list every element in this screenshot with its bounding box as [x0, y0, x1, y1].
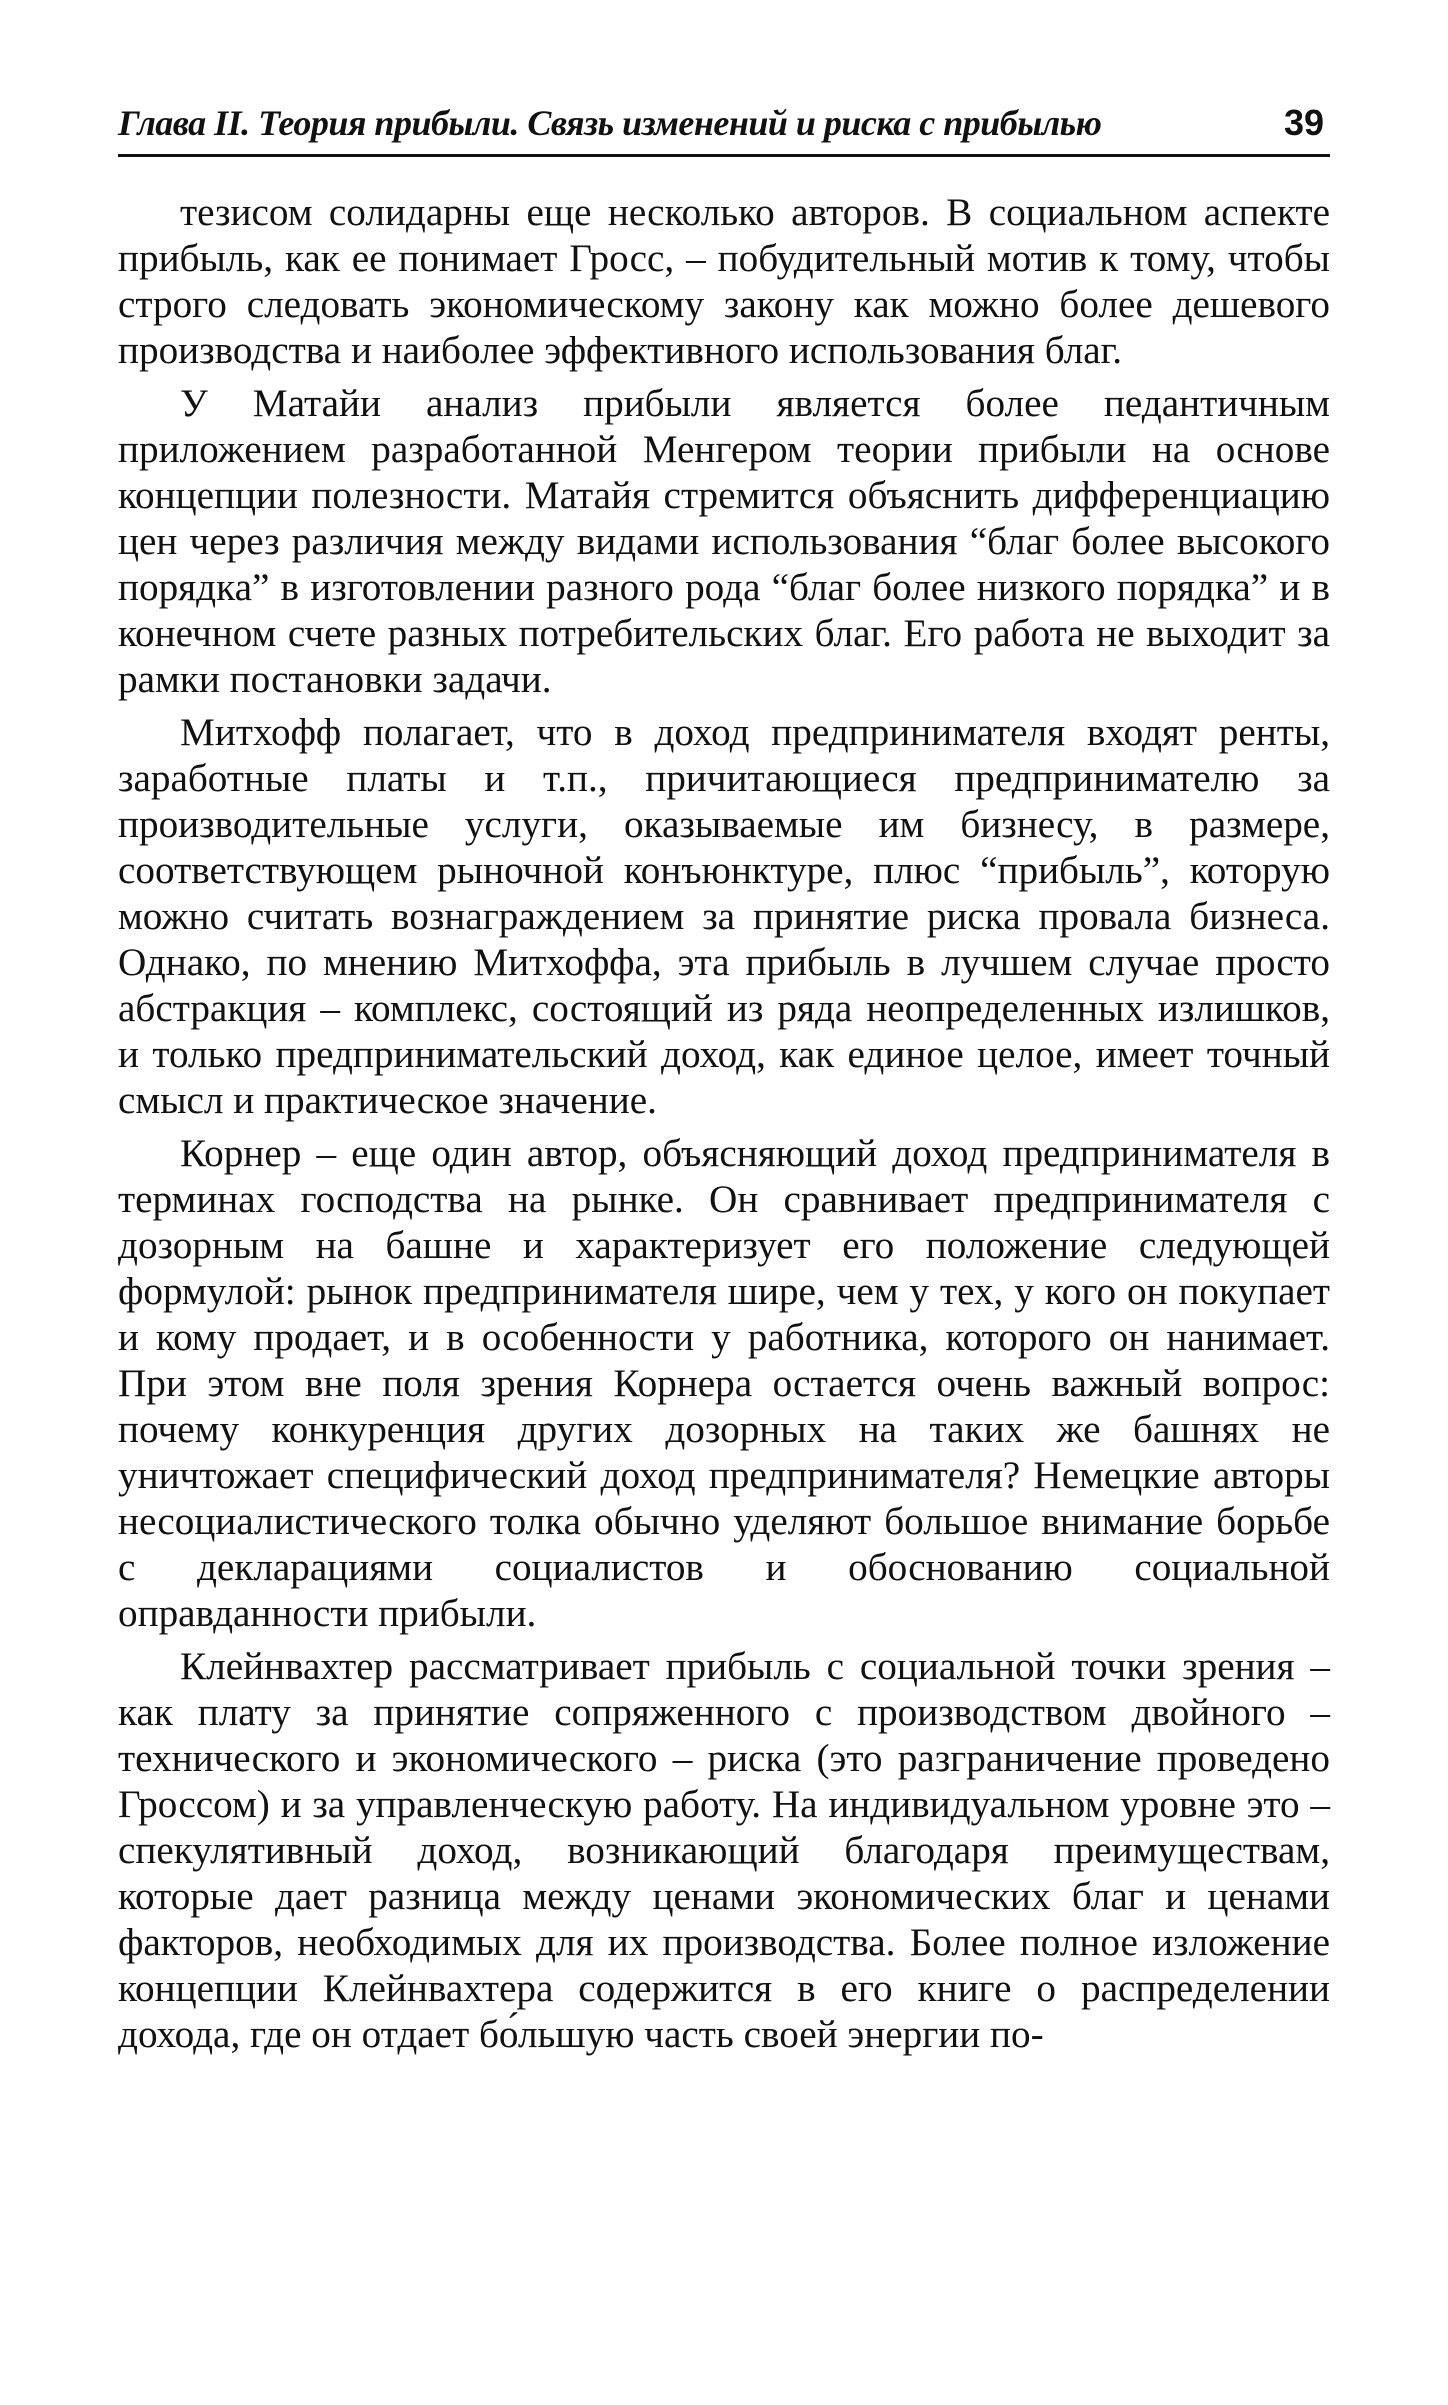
body-text	[118, 190, 1330, 2065]
paragraph-kleinwachter: Клейнвахтер рассматривает прибыль с социальной точки зрения – как плату за принятие сопряженного с производством двойного – технического и экономического – риска (это разграничение проведено Гроссом) и за управленческую работу. На индивидуальном уровне это – спекулятивный доход, возникающий благодаря преимуществам, которые дает разница между ценами экономических благ и ценами факторов, необходимых для их производства. Более полное изложение концепции Клейнвахтера содержится в его книге о распределении дохода, где он отдает бо́льшую часть своей энергии по-	[118, 1645, 1330, 2056]
chapter-running-title: Глава II. Теория прибыли. Связь изменений и риска с прибылью	[118, 103, 1102, 143]
paragraph-mataja: У Матайи анализ прибыли является более педантичным приложением разработанной Менгером теории прибыли на основе концепции полезности. Матайя стремится объяснить дифференциацию цен через различия между видами использования “благ более высокого порядка” в изготовлении разного рода “благ более низкого порядка” и в конечном счете разных потребительских благ. Его работа не выходит за рамки постановки задачи.	[118, 382, 1330, 701]
page-number: 39	[1283, 102, 1324, 143]
paragraph-korner: Корнер – еще один автор, объясняющий доход предпринимателя в терминах господства на рынке. Он сравнивает предпринимателя с дозорным на башне и характеризует его положение следующей формулой: рынок предпринимателя шире, чем у тех, у кого он покупает и кому продает, и в особенности у работника, которого он нанимает. При этом вне поля зрения Корнера остается очень важный вопрос: почему конкуренция других дозорных на таких же башнях не уничтожает специфический доход предпринимателя? Немецкие авторы несоциалистического толка обычно уделяют большое внимание борьбе с декларациями социалистов и обоснованию социальной оправданности прибыли.	[118, 1132, 1330, 1635]
book-page	[118, 0, 1330, 2405]
paragraph-mithoff: Митхофф полагает, что в доход предпринимателя входят ренты, заработные платы и т.п., причитающиеся предпринимателю за производительные услуги, оказываемые им бизнесу, в размере, соответствующем рыночной конъюнктуре, плюс “прибыль”, которую можно считать вознаграждением за принятие риска провала бизнеса. Однако, по мнению Митхоффа, эта прибыль в лучшем случае просто абстракция – комплекс, состоящий из ряда неопределенных излишков, и только предпринимательский доход, как единое целое, имеет точный смысл и практическое значение.	[118, 711, 1330, 1122]
running-header	[118, 98, 1330, 157]
paragraph-gross: тезисом солидарны еще несколько авторов. В социальном аспекте прибыль, как ее понимает Гросс, – побудительный мотив к тому, чтобы строго следовать экономическому закону как можно более дешевого производства и наиболее эффективного использования благ.	[118, 191, 1330, 372]
